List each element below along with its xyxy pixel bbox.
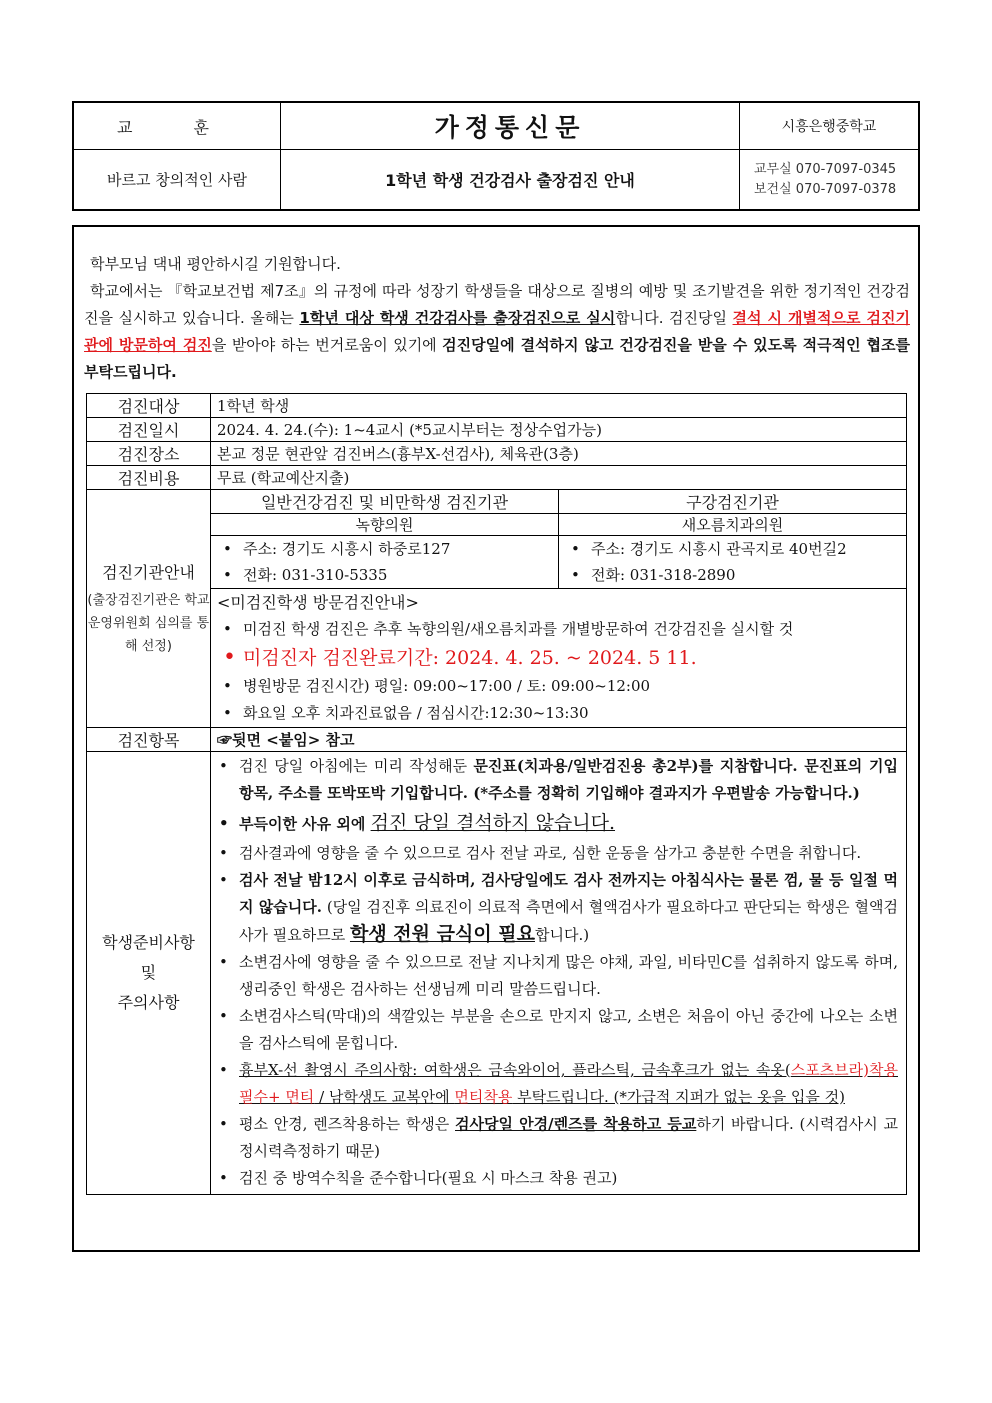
org-label-cell [87,490,211,728]
subtitle: 1학년 학생 건강검사 출장검진 안내 [385,171,635,190]
table-row [87,752,907,1195]
prep-label: 주의사항 [117,993,180,1012]
missed-section [211,589,907,728]
org-note: (출장검진기관은 학교운영위원회 심의를 통해 선정) [87,592,210,654]
school-name: 시흥은행중학교 [781,119,877,135]
intro [84,251,910,386]
table-row [87,490,907,514]
page-title: 가정통신문 [434,113,586,142]
row-label: 검진장소 [87,442,211,466]
row-label: 검진대상 [87,394,211,418]
list-item: • 검사결과에 영향을 줄 수 있으므로 검사 전날 과로, 심한 운동을 삼가고 충분한 수면을 취합니다. [213,840,904,867]
contact-health: 보건실 070-7097-0378 [754,181,897,197]
list-item: • 전화: 031-310-5335 [217,562,552,588]
prep-label-cell [87,752,211,1195]
list-item: • 병원방문 검진시간) 평일: 09:00~17:00 / 토: 09:00~12:00 [217,673,900,700]
list-item: • 미검진자 검진완료기간: 2024. 4. 25. ~ 2024. 5 11. [217,643,900,673]
list-item: • 주소: 경기도 시흥시 관곡지로 40번길2 [565,536,900,562]
contact-office: 교무실 070-7097-0345 [754,161,897,177]
dental-name: 새오름치과의원 [559,514,907,536]
list-item: • 전화: 031-318-2890 [565,562,900,588]
list-item: • 검진 당일 아침에는 미리 작성해둔 문진표(치과용/일반검진용 총2부)를 지참합니다. 문진표의 기입 항목, 주소를 또박또박 기입합니다. (*주소를 정확히 기입해야 결과지가 우편발송 가능합니다.) [213,753,904,807]
table-row [87,394,907,418]
row-value: 무료 (학교예산지출) [211,466,907,490]
list-item: • 부득이한 사유 외에 검진 당일 결석하지 않습니다. [213,807,904,840]
main-box [72,225,920,1252]
row-label: 검진일시 [87,418,211,442]
contacts [740,150,918,209]
list-item: • 화요일 오후 치과진료없음 / 점심시간:12:30~13:30 [217,700,900,727]
org-label: 검진기관안내 [102,562,195,582]
list-item: • 미검진 학생 검진은 추후 녹향의원/새오름치과를 개별방문하여 건강검진을 실시할 것 [217,616,900,643]
prep-list [213,753,904,1192]
header-box [72,101,920,211]
info-table [86,393,907,1195]
list-item: • 흉부X-선 촬영시 주의사항: 여학생은 금속와이어, 플라스틱, 금속후크가 없는 속옷(스포츠브라)착용 필수+ 면티 / 남학생도 교복안에 면티착용 부탁드립니다. (*가급적 지퍼가 없는 옷을 입을 것) [213,1057,904,1111]
list-item: • 검사 전날 밤12시 이후로 금식하며, 검사당일에도 검사 전까지는 아침식사는 물론 껌, 물 등 일절 먹지 않습니다. (당일 검진후 의료진이 의료적 측면에서 혈액검사가 필요하다고 판단되는 학생은 혈액검사가 필요하므로 학생 전원 금식이 필요합니다.) [213,867,904,949]
table-row [87,442,907,466]
row-value: 1학년 학생 [211,394,907,418]
general-info [211,536,559,589]
prep-list-cell [211,752,907,1195]
motto-label: 교 훈 [117,117,237,137]
row-value: 2024. 4. 24.(수): 1~4교시 (*5교시부터는 정상수업가능) [211,418,907,442]
table-row [87,418,907,442]
greeting: 학부모님 댁내 평안하시길 기원합니다. [90,255,341,273]
list-item: • 소변검사스틱(막대)의 색깔있는 부분을 손으로 만지지 않고, 소변은 처음이 아닌 중간에 나오는 소변을 검사스틱에 묻힙니다. [213,1003,904,1057]
dental-info [559,536,907,589]
dental-header: 구강검진기관 [559,490,907,514]
row-value: 본교 정문 현관앞 검진버스(흉부X-선검사), 체육관(3층) [211,442,907,466]
prep-label: 학생준비사항 [102,933,195,952]
list-item: • 소변검사에 영향을 줄 수 있으므로 전날 지나치게 많은 야채, 과일, 비타민C를 섭취하지 않도록 하며, 생리중인 학생은 검사하는 선생님께 미리 말씀드립니다. [213,949,904,1003]
row-value: ☞뒷면 <붙임> 참고 [211,728,907,752]
row-label: 검진비용 [87,466,211,490]
list-item: • 검진 중 방역수칙을 준수합니다(필요 시 마스크 착용 권고) [213,1165,904,1192]
list-item: • 주소: 경기도 시흥시 하중로127 [217,536,552,562]
row-label: 검진항목 [87,728,211,752]
table-row [87,728,907,752]
missed-title: <미검진학생 방문검진안내> [217,593,419,612]
list-item: • 평소 안경, 렌즈착용하는 학생은 검사당일 안경/렌즈를 착용하고 등교하기 바랍니다. (시력검사시 교정시력측정하기 때문) [213,1111,904,1165]
motto: 바르고 창의적인 사람 [107,171,247,189]
general-header: 일반건강검진 및 비만학생 검진기관 [211,490,559,514]
intro-paragraph: 학교에서는 『학교보건법 제7조』의 규정에 따라 성장기 학생들을 대상으로 질병의 예방 및 조기발견을 위한 정기적인 건강검진을 실시하고 있습니다. 올해는 1학년 대상 학생 건강검사를 출장검진으로 실시합니다. 검진당일 결석 시 개별적으로 검진기관에 방문하여 검진을 받아야 하는 번거로움이 있기에 검진당일에 결석하지 않고 건강검진을 받을 수 있도록 적극적인 협조를 부탁드립니다. [84,282,910,381]
general-name: 녹향의원 [211,514,559,536]
prep-label: 및 [140,963,157,982]
table-row [87,466,907,490]
